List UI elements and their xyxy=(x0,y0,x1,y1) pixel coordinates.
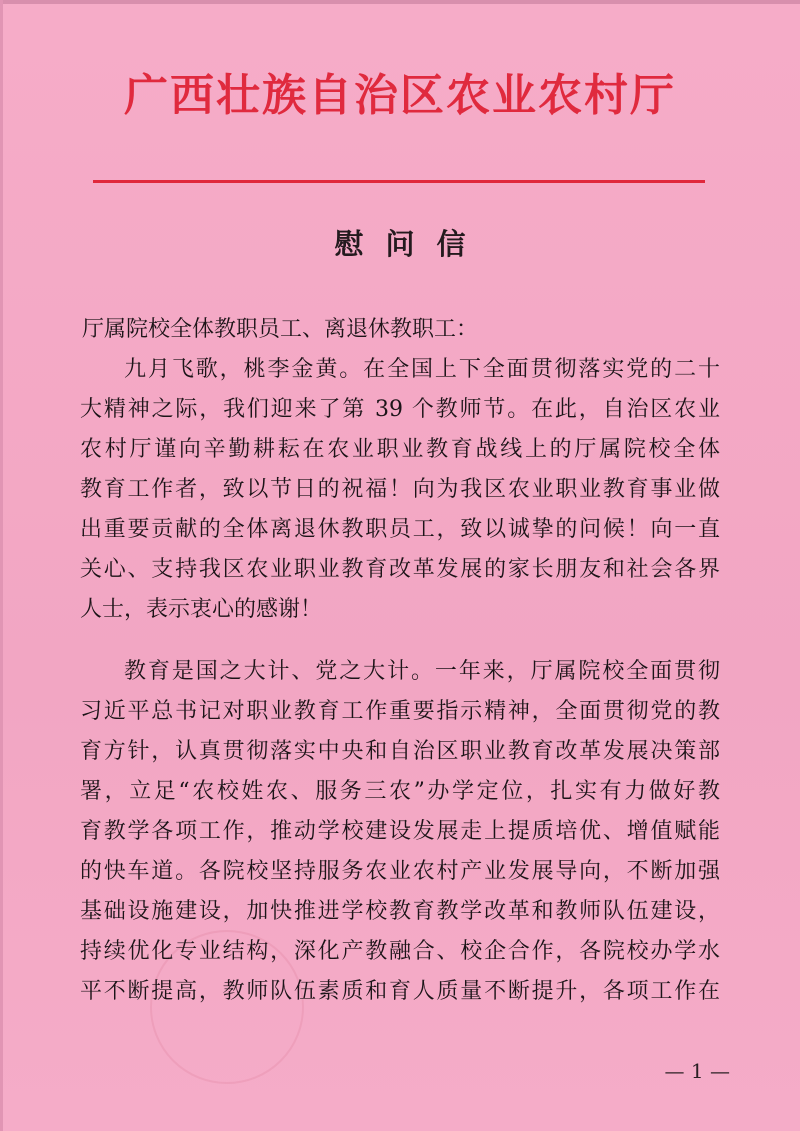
paragraph-2-line: 教育是国之大计、党之大计。一年来，厅属院校全面贯彻 xyxy=(124,659,720,684)
paragraph-1-line: 人士，表示衷心的感谢！ xyxy=(80,597,323,622)
paragraph-2-line: 基础设施建设，加快推进学校教育教学改革和教师队伍建设， xyxy=(80,899,720,924)
paragraph-2-line: 育教学各项工作，推动学校建设发展走上提质培优、增值赋能 xyxy=(80,819,720,844)
paragraph-2-line: 持续优化专业结构，深化产教融合、校企合作，各院校办学水 xyxy=(80,939,720,964)
paragraph-2-line: 育方针，认真贯彻落实中央和自治区职业教育改革发展决策部 xyxy=(80,739,720,764)
paragraph-2-line: 的快车道。各院校坚持服务农业农村产业发展导向，不断加强 xyxy=(80,859,720,884)
paragraph-1-line: 大精神之际，我们迎来了第 39 个教师节。在此，自治区农业 xyxy=(80,397,720,422)
paragraph-1-line: 九月飞歌，桃李金黄。在全国上下全面贯彻落实党的二十 xyxy=(124,357,720,382)
page-number: — 1 — xyxy=(664,1059,730,1083)
page-top-edge xyxy=(0,0,800,4)
document-title: 慰问信 xyxy=(334,227,488,261)
issuing-agency-header: 广西壮族自治区农业农村厅 xyxy=(124,70,676,121)
salutation: 厅属院校全体教职员工、离退休教职工： xyxy=(82,317,479,342)
paragraph-1-line: 关心、支持我区农业职业教育改革发展的家长朋友和社会各界 xyxy=(80,557,720,582)
paragraph-2-line: 习近平总书记对职业教育工作重要指示精神，全面贯彻党的教 xyxy=(80,699,720,724)
paragraph-2-line: 署，立足“农校姓农、服务三农”办学定位，扎实有力做好教 xyxy=(80,779,720,804)
page-left-edge xyxy=(0,0,3,1131)
paragraph-2-line: 平不断提高，教师队伍素质和育人质量不断提升，各项工作在 xyxy=(80,979,720,1004)
paragraph-1-line: 农村厅谨向辛勤耕耘在农业职业教育战线上的厅属院校全体 xyxy=(80,437,720,462)
paragraph-1-line: 出重要贡献的全体离退休教职员工，致以诚挚的问候！向一直 xyxy=(80,517,720,542)
red-header-rule xyxy=(93,180,705,183)
paragraph-1-line: 教育工作者，致以节日的祝福！向为我区农业职业教育事业做 xyxy=(80,477,720,502)
